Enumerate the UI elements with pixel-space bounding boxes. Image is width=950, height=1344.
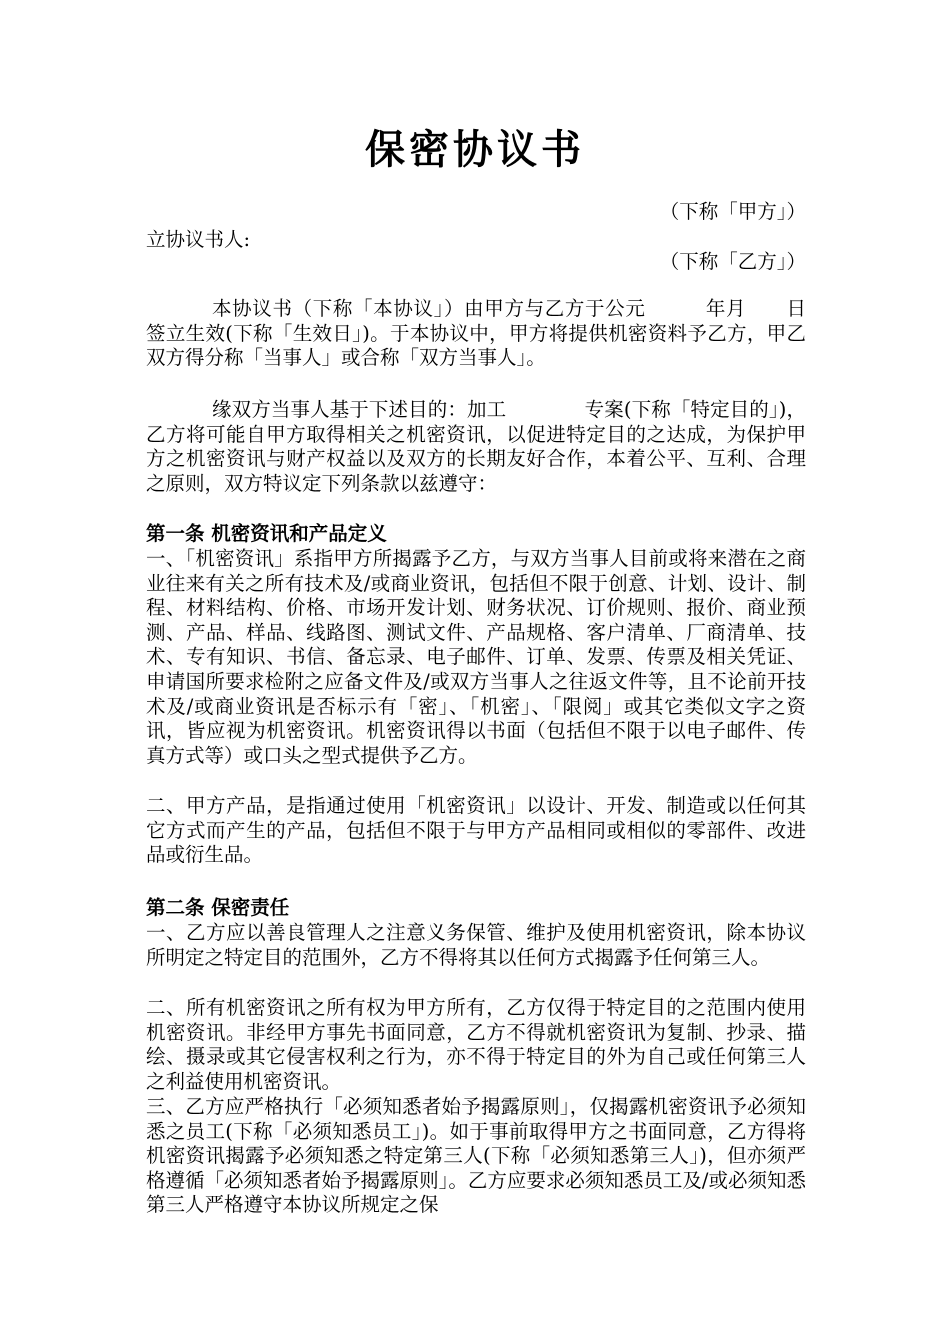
signatory-label: 立协议书人: xyxy=(146,228,251,251)
article1-clause1: 一、「机密资讯」系指甲方所揭露予乙方，与双方当事人目前或将来潜在之商业往来有关之所有技术及/或商业资讯，包括但不限于创意、计划、设计、制程、材料结构、价格、市场开发计划、财务状况、订价规则、报价、商业预测、产品、样品、线路图、测试文件、产品规格、客户清单、厂商清单、技术、专有知识、书信、备忘录、电子邮件、订单、发票、传票及相关凭证、申请国所要求检附之应备文件及/或双方当事人之往返文件等，且不论前开技术及/或商业资讯是否标示有「密」、「机密」、「限阅」或其它类似文字之资讯，皆应视为机密资讯。机密资讯得以书面（包括但不限于以电子邮件、传真方式等）或口头之型式提供予乙方。 xyxy=(146,547,806,767)
party-a-label: （下称「甲方」） xyxy=(659,200,806,223)
article2-heading: 第二条 保密责任 xyxy=(146,896,290,919)
intro-paragraph: 本协议书（下称「本协议」）由甲方与乙方于公元 年月 日签立生效(下称「生效日」)。于本协议中，甲方将提供机密资料予乙方，甲乙双方得分称「当事人」或合称「双方当事人」。 xyxy=(146,297,806,370)
article2-clause2: 二、所有机密资讯之所有权为甲方所有，乙方仅得于特定目的之范围内使用机密资讯。非经甲方事先书面同意，乙方不得就机密资讯为复制、抄录、描绘、摄录或其它侵害权利之行为，亦不得于特定目的外为自己或任何第三人之利益使用机密资讯。 xyxy=(146,996,806,1093)
party-b-label: （下称「乙方」） xyxy=(659,250,806,273)
article2-clause1: 一、乙方应以善良管理人之注意义务保管、维护及使用机密资讯，除本协议所明定之特定目的范围外，乙方不得将其以任何方式揭露予任何第三人。 xyxy=(146,921,806,969)
purpose-paragraph: 缘双方当事人基于下述目的：加工 专案(下称「特定目的」)，乙方将可能自甲方取得相关之机密资讯，以促进特定目的之达成，为保护甲方之机密资讯与财产权益以及双方的长期友好合作，本着公平、互利、合理之原则，双方特议定下列条款以兹遵守： xyxy=(146,398,806,495)
article1-clause2: 二、甲方产品，是指通过使用「机密资讯」以设计、开发、制造或以任何其它方式而产生的产品，包括但不限于与甲方产品相同或相似的零部件、改进品或衍生品。 xyxy=(146,794,806,867)
article2-clause3: 三、乙方应严格执行「必须知悉者始予揭露原则」，仅揭露机密资讯予必须知悉之员工(下称「必须知悉员工」)。如于事前取得甲方之书面同意，乙方得将机密资讯揭露予必须知悉之特定第三人(下称「必须知悉第三人」)，但亦须严格遵循「必须知悉者始予揭露原则」。乙方应要求必须知悉员工及/或必须知悉第三人严格遵守本协议所规定之保 xyxy=(146,1095,806,1217)
document-title: 保密协议书 xyxy=(365,126,585,173)
article1-heading: 第一条 机密资讯和产品定义 xyxy=(146,522,387,545)
